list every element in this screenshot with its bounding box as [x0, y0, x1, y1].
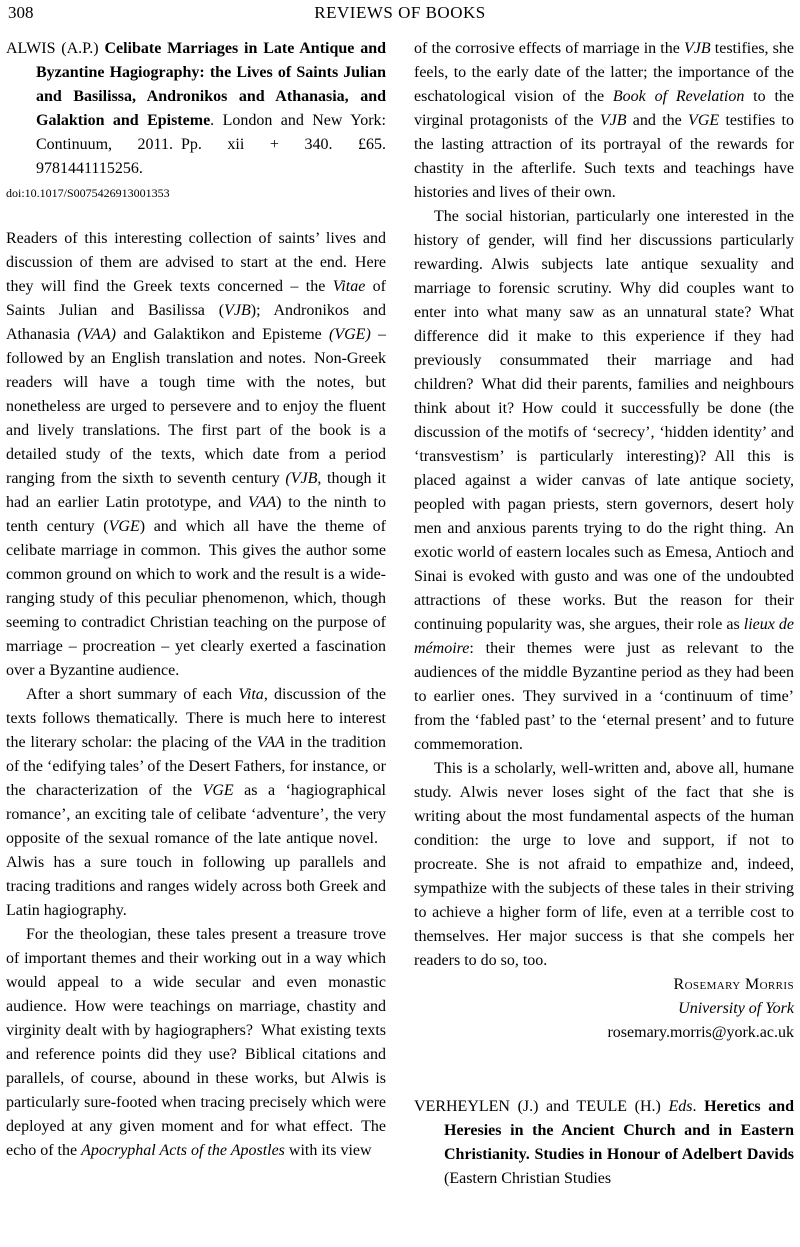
page-number: 308 — [8, 3, 34, 22]
review-paragraph-continuation: of the corrosive effects of marriage in the VJB testifies, she feels, to the early date of the latter; the importance of the eschatological vision of the Book of Revelation to the virginal protagonists of the VJB and the VGE testifies to the lasting attraction of its portrayal of the rewards for chastity in the afterlife. Such texts and teachings have histories and lives of their own. — [414, 40, 794, 201]
next-book-citation: VERHEYLEN (J.) and TEULE (H.) Eds. Heretics and Heresies in the Ancient Church and in Eastern Christianity. Studies in Honour of Adelbert Davids (Eastern Christian Studies — [414, 1098, 795, 1187]
reviewer-name: Rosemary Morris — [673, 976, 794, 993]
two-column-body — [6, 37, 794, 1191]
page-header-row — [6, 2, 794, 24]
review-paragraph: Readers of this interesting collection of saints’ lives and discussion of them are advised to start at the end. Here they will find the Greek texts concerned – the Vitae of Saints Julian and Basilissa (VJB); Andronikos and Athanasia (VAA) and Galaktikon and Episteme (VGE) – followed by an English translation and notes. Non-Greek readers will have a tough time with the notes, but nonetheless are urged to persevere and to enjoy the fluent and lively translations. The first part of the book is a detailed study of the texts, which date from a period ranging from the sixth to seventh century (VJB, though it had an earlier Latin prototype, and VAA) to the ninth to tenth century (VGE) and which all have the theme of celibate marriage in common. This gives the author some common ground on which to work and the result is a wide-ranging study of this peculiar phenomenon, which, though seeming to contradict Christian teaching on the purpose of marriage – procreation – yet clearly exerted a fascination over a Byzantine audience. — [6, 230, 387, 679]
right-column — [414, 37, 794, 1191]
reviewer-email: rosemary.morris@york.ac.uk — [607, 1024, 794, 1041]
reviewer-signature — [414, 973, 794, 1045]
review-paragraph: This is a scholarly, well-written and, above all, humane study. Alwis never loses sight of the fact that she is writing about the most fundamental aspects of the human condition: the urge to love and support, if not to procreate. She is not afraid to empathize and, indeed, sympathize with the subjects of these tales in their striving to achieve a higher form of life, even at a terrible cost to themselves. Her major success is that she compels her readers to do so, too. — [414, 760, 794, 969]
running-header: REVIEWS OF BOOKS — [314, 3, 486, 22]
book-citation: ALWIS (A.P.) Celibate Marriages in Late Antique and Byzantine Hagiography: the Lives of Saints Julian and Basilissa, Andronikos and Athanasia, and Galaktion and Episteme. London and New York: Continuum, 2011. Pp. xii + 340. £65. 9781441115256. — [6, 40, 387, 177]
review-paragraph: The social historian, particularly one interested in the history of gender, will find her discussions particularly rewarding. Alwis subjects late antique sexuality and marriage to forensic scrutiny. Why did couples want to enter into what many saw as an unnatural state? What difference did it make to this experience if they had previously consummated their marriage and had children? What did their parents, families and neighbours think about it? How could it successfully be done (the discussion of the motifs of ‘secrecy’, ‘hidden identity’ and ‘transvestism’ is particularly interesting)? All this is placed against a wider canvas of late antique society, peopled with pagan priests, stern governors, desert holy men and anxious parents trying to do the right thing. An exotic world of eastern locales such as Emesa, Antioch and Sinai is evoked with gusto and was one of the undoubted attractions of these works. But the reason for their continuing popularity was, she argues, their role as lieux de mémoire: their themes were just as relevant to the audiences of the middle Byzantine period as they had been to earlier ones. They survived in a ‘continuum of time’ from the ‘fabled past’ to the ‘eternal present’ and to future commemoration. — [414, 208, 795, 753]
review-paragraph: For the theologian, these tales present a treasure trove of important themes and their working out in a way which would appeal to a wide secular and even monastic audience. How were teachings on marriage, chastity and virginity dealt with by hagiographers? What existing texts and reference points did they use? Biblical citations and parallels, of course, abound in these works, but Alwis is particularly sure-footed when tracing precisely which were deployed at any given moment and for what effect. The echo of the Apocryphal Acts of the Apostles with its view — [6, 926, 386, 1159]
reviewer-affiliation: University of York — [678, 1000, 794, 1017]
doi-line: doi:10.1017/S0075426913001353 — [6, 186, 170, 200]
review-paragraph: After a short summary of each Vita, discussion of the texts follows thematically. There is much here to interest the literary scholar: the placing of the VAA in the tradition of the ‘edifying tales’ of the Desert Fathers, for instance, or the characterization of the VGE as a ‘hagiographical romance’, an exciting tale of celibate ‘adventure’, the very opposite of the sexual romance of the late antique novel. Alwis has a sure touch in following up parallels and tracing traditions and ranges widely across both Greek and Latin hagiography. — [6, 686, 387, 919]
left-column — [6, 37, 386, 1191]
